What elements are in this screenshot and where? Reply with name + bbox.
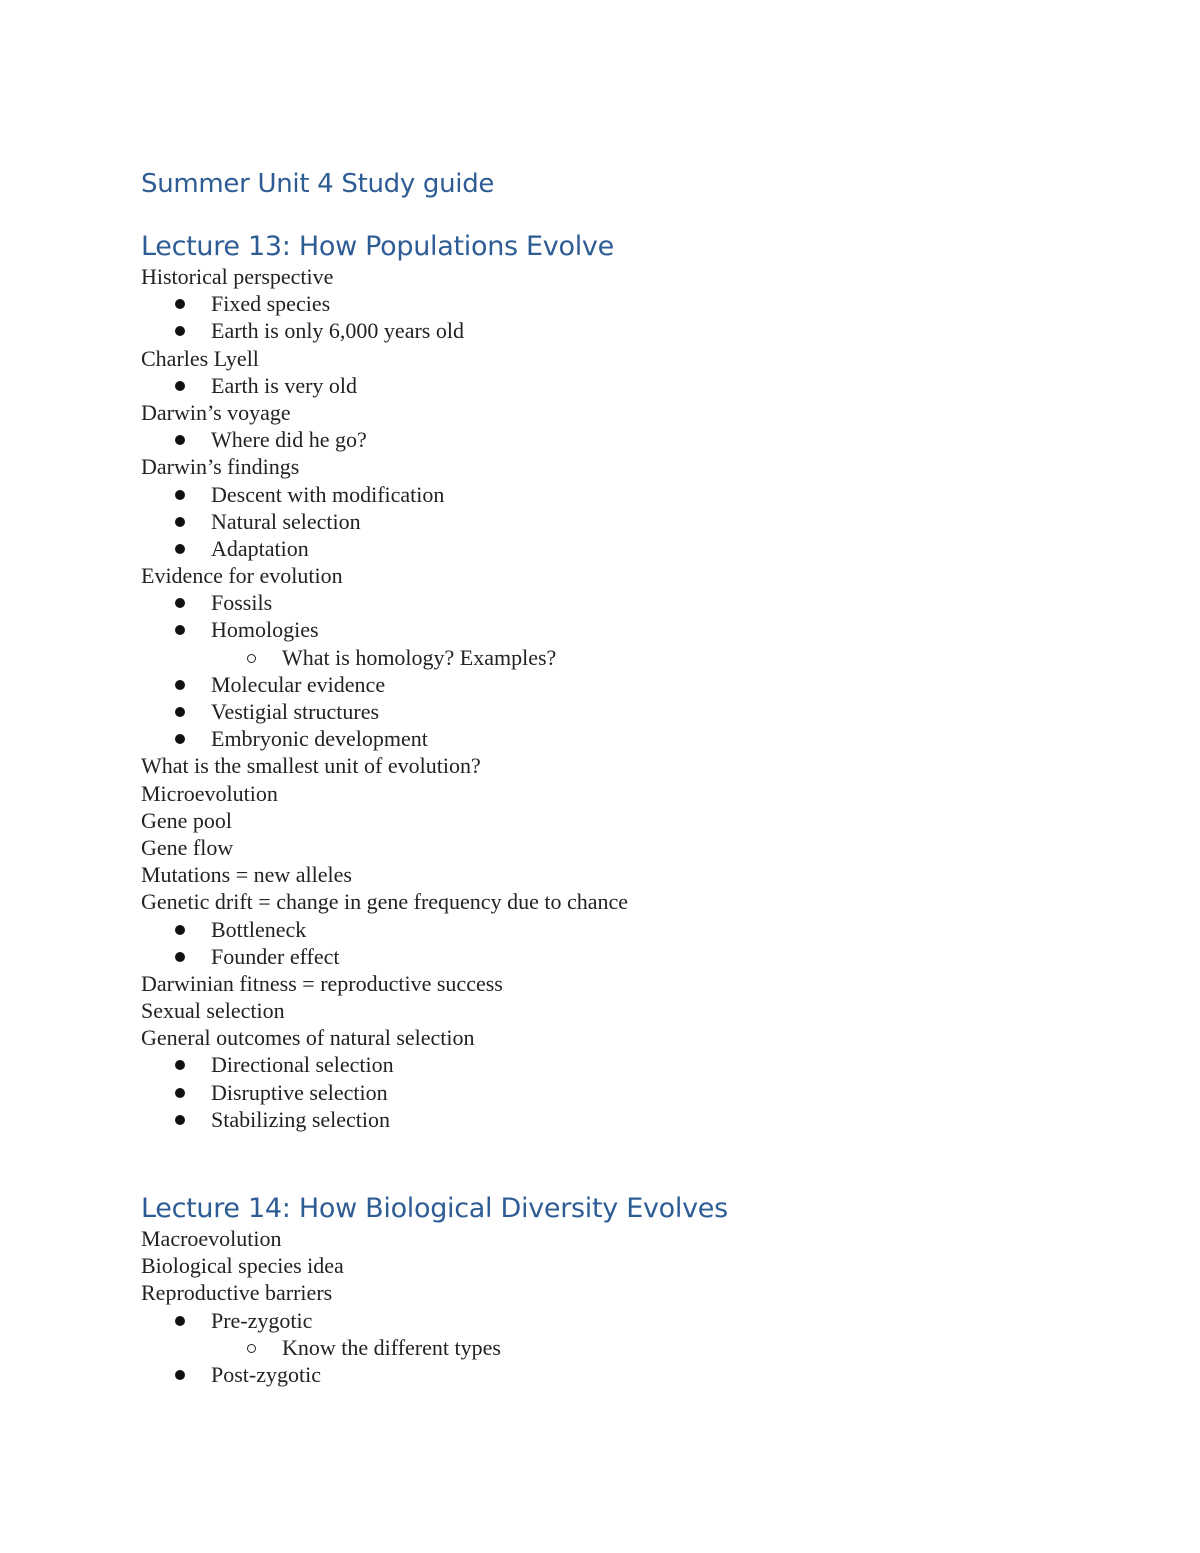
item-text: Know the different types [282, 1334, 501, 1360]
outline-item [141, 562, 1101, 589]
item-text: Disruptive selection [211, 1079, 388, 1105]
item-text: Macroevolution [141, 1226, 282, 1251]
outline-item [141, 399, 1101, 426]
filled-circle-bullet-icon [175, 1115, 185, 1125]
filled-circle-bullet-icon [175, 544, 185, 554]
document-title: Summer Unit 4 Study guide [141, 169, 495, 199]
bullet-list-item [141, 508, 1101, 535]
filled-circle-bullet-icon [175, 326, 185, 336]
sub-bullet-list-item [141, 644, 1101, 671]
item-text: What is homology? Examples? [282, 644, 557, 670]
item-text: Gene pool [141, 807, 233, 833]
item-text: Mutations = new alleles [141, 862, 352, 888]
bullet-list-item [141, 317, 1101, 344]
bullet-list-item [141, 1361, 1101, 1388]
item-text: Sexual selection [141, 998, 285, 1024]
outline-item [141, 834, 1101, 861]
bullet-list-item [141, 725, 1101, 752]
hollow-circle-bullet-icon [247, 1344, 256, 1353]
item-text: Homologies [211, 617, 319, 643]
outline-item [141, 1225, 1101, 1252]
item-text: Fixed species [211, 291, 331, 317]
bullet-list-item [141, 1079, 1101, 1106]
item-text: Bottleneck [211, 916, 307, 942]
outline-item [141, 780, 1101, 807]
bullet-list-item [141, 426, 1101, 453]
item-text: Earth is only 6,000 years old [211, 318, 464, 344]
item-text: Adaptation [211, 535, 309, 561]
filled-circle-bullet-icon [175, 734, 185, 744]
item-text: Microevolution [141, 780, 278, 806]
filled-circle-bullet-icon [175, 625, 185, 635]
filled-circle-bullet-icon [175, 680, 185, 690]
filled-circle-bullet-icon [175, 598, 185, 608]
filled-circle-bullet-icon [175, 1088, 185, 1098]
outline-item [141, 807, 1101, 834]
item-text: Stabilizing selection [211, 1106, 391, 1132]
bullet-list-item [141, 372, 1101, 399]
item-text: Earth is very old [211, 372, 358, 398]
filled-circle-bullet-icon [175, 1316, 185, 1326]
bullet-list-item [141, 671, 1101, 698]
item-text: Historical perspective [141, 264, 334, 289]
section-heading: Lecture 14: How Biological Diversity Evolves [141, 1193, 728, 1224]
filled-circle-bullet-icon [175, 490, 185, 500]
filled-circle-bullet-icon [175, 952, 185, 962]
item-text: Charles Lyell [141, 345, 259, 371]
outline-item [141, 970, 1101, 997]
filled-circle-bullet-icon [175, 435, 185, 445]
bullet-list-item [141, 698, 1101, 725]
item-text: Descent with modification [211, 481, 445, 507]
bullet-list-item [141, 589, 1101, 616]
section-lecture-13 [141, 230, 1101, 1133]
bullet-list-item [141, 1106, 1101, 1133]
outline-item [141, 752, 1101, 779]
bullet-list-item [141, 1307, 1101, 1334]
item-text: Darwin’s findings [141, 454, 300, 480]
document-page [141, 168, 1101, 1388]
section-lines [141, 263, 1101, 1133]
item-text: Where did he go? [211, 427, 367, 453]
bullet-list-item [141, 616, 1101, 643]
outline-item [141, 888, 1101, 915]
section-lines [141, 1225, 1101, 1388]
section-lecture-14 [141, 1192, 1101, 1388]
item-text: What is the smallest unit of evolution? [141, 753, 481, 779]
bullet-list-item [141, 535, 1101, 562]
item-text: Directional selection [211, 1052, 394, 1078]
item-text: Fossils [211, 590, 273, 616]
item-text: Gene flow [141, 834, 234, 860]
item-text: Embryonic development [211, 726, 428, 752]
item-text: Genetic drift = change in gene frequency due to chance [141, 889, 629, 915]
filled-circle-bullet-icon [175, 1060, 185, 1070]
filled-circle-bullet-icon [175, 299, 185, 309]
bullet-list-item [141, 943, 1101, 970]
item-text: Founder effect [211, 943, 340, 969]
outline-item [141, 997, 1101, 1024]
outline-item [141, 1252, 1101, 1279]
item-text: Darwin’s voyage [141, 399, 291, 425]
item-text: Post-zygotic [211, 1361, 321, 1387]
hollow-circle-bullet-icon [247, 654, 256, 663]
sub-bullet-list-item [141, 1334, 1101, 1361]
item-text: Molecular evidence [211, 671, 386, 697]
bullet-list-item [141, 481, 1101, 508]
section-heading: Lecture 13: How Populations Evolve [141, 231, 614, 262]
item-text: Pre-zygotic [211, 1307, 313, 1333]
item-text: Darwinian fitness = reproductive success [141, 970, 503, 996]
item-text: Biological species idea [141, 1253, 344, 1279]
outline-item [141, 1024, 1101, 1051]
item-text: Natural selection [211, 508, 361, 534]
item-text: General outcomes of natural selection [141, 1025, 475, 1051]
bullet-list-item [141, 916, 1101, 943]
outline-item [141, 453, 1101, 480]
bullet-list-item [141, 290, 1101, 317]
outline-item [141, 1279, 1101, 1306]
filled-circle-bullet-icon [175, 707, 185, 717]
outline-item [141, 861, 1101, 888]
outline-item [141, 345, 1101, 372]
filled-circle-bullet-icon [175, 381, 185, 391]
outline-item [141, 263, 1101, 290]
bullet-list-item [141, 1051, 1101, 1078]
filled-circle-bullet-icon [175, 1370, 185, 1380]
item-text: Reproductive barriers [141, 1280, 333, 1306]
filled-circle-bullet-icon [175, 925, 185, 935]
item-text: Evidence for evolution [141, 563, 343, 589]
item-text: Vestigial structures [211, 699, 380, 724]
filled-circle-bullet-icon [175, 517, 185, 527]
